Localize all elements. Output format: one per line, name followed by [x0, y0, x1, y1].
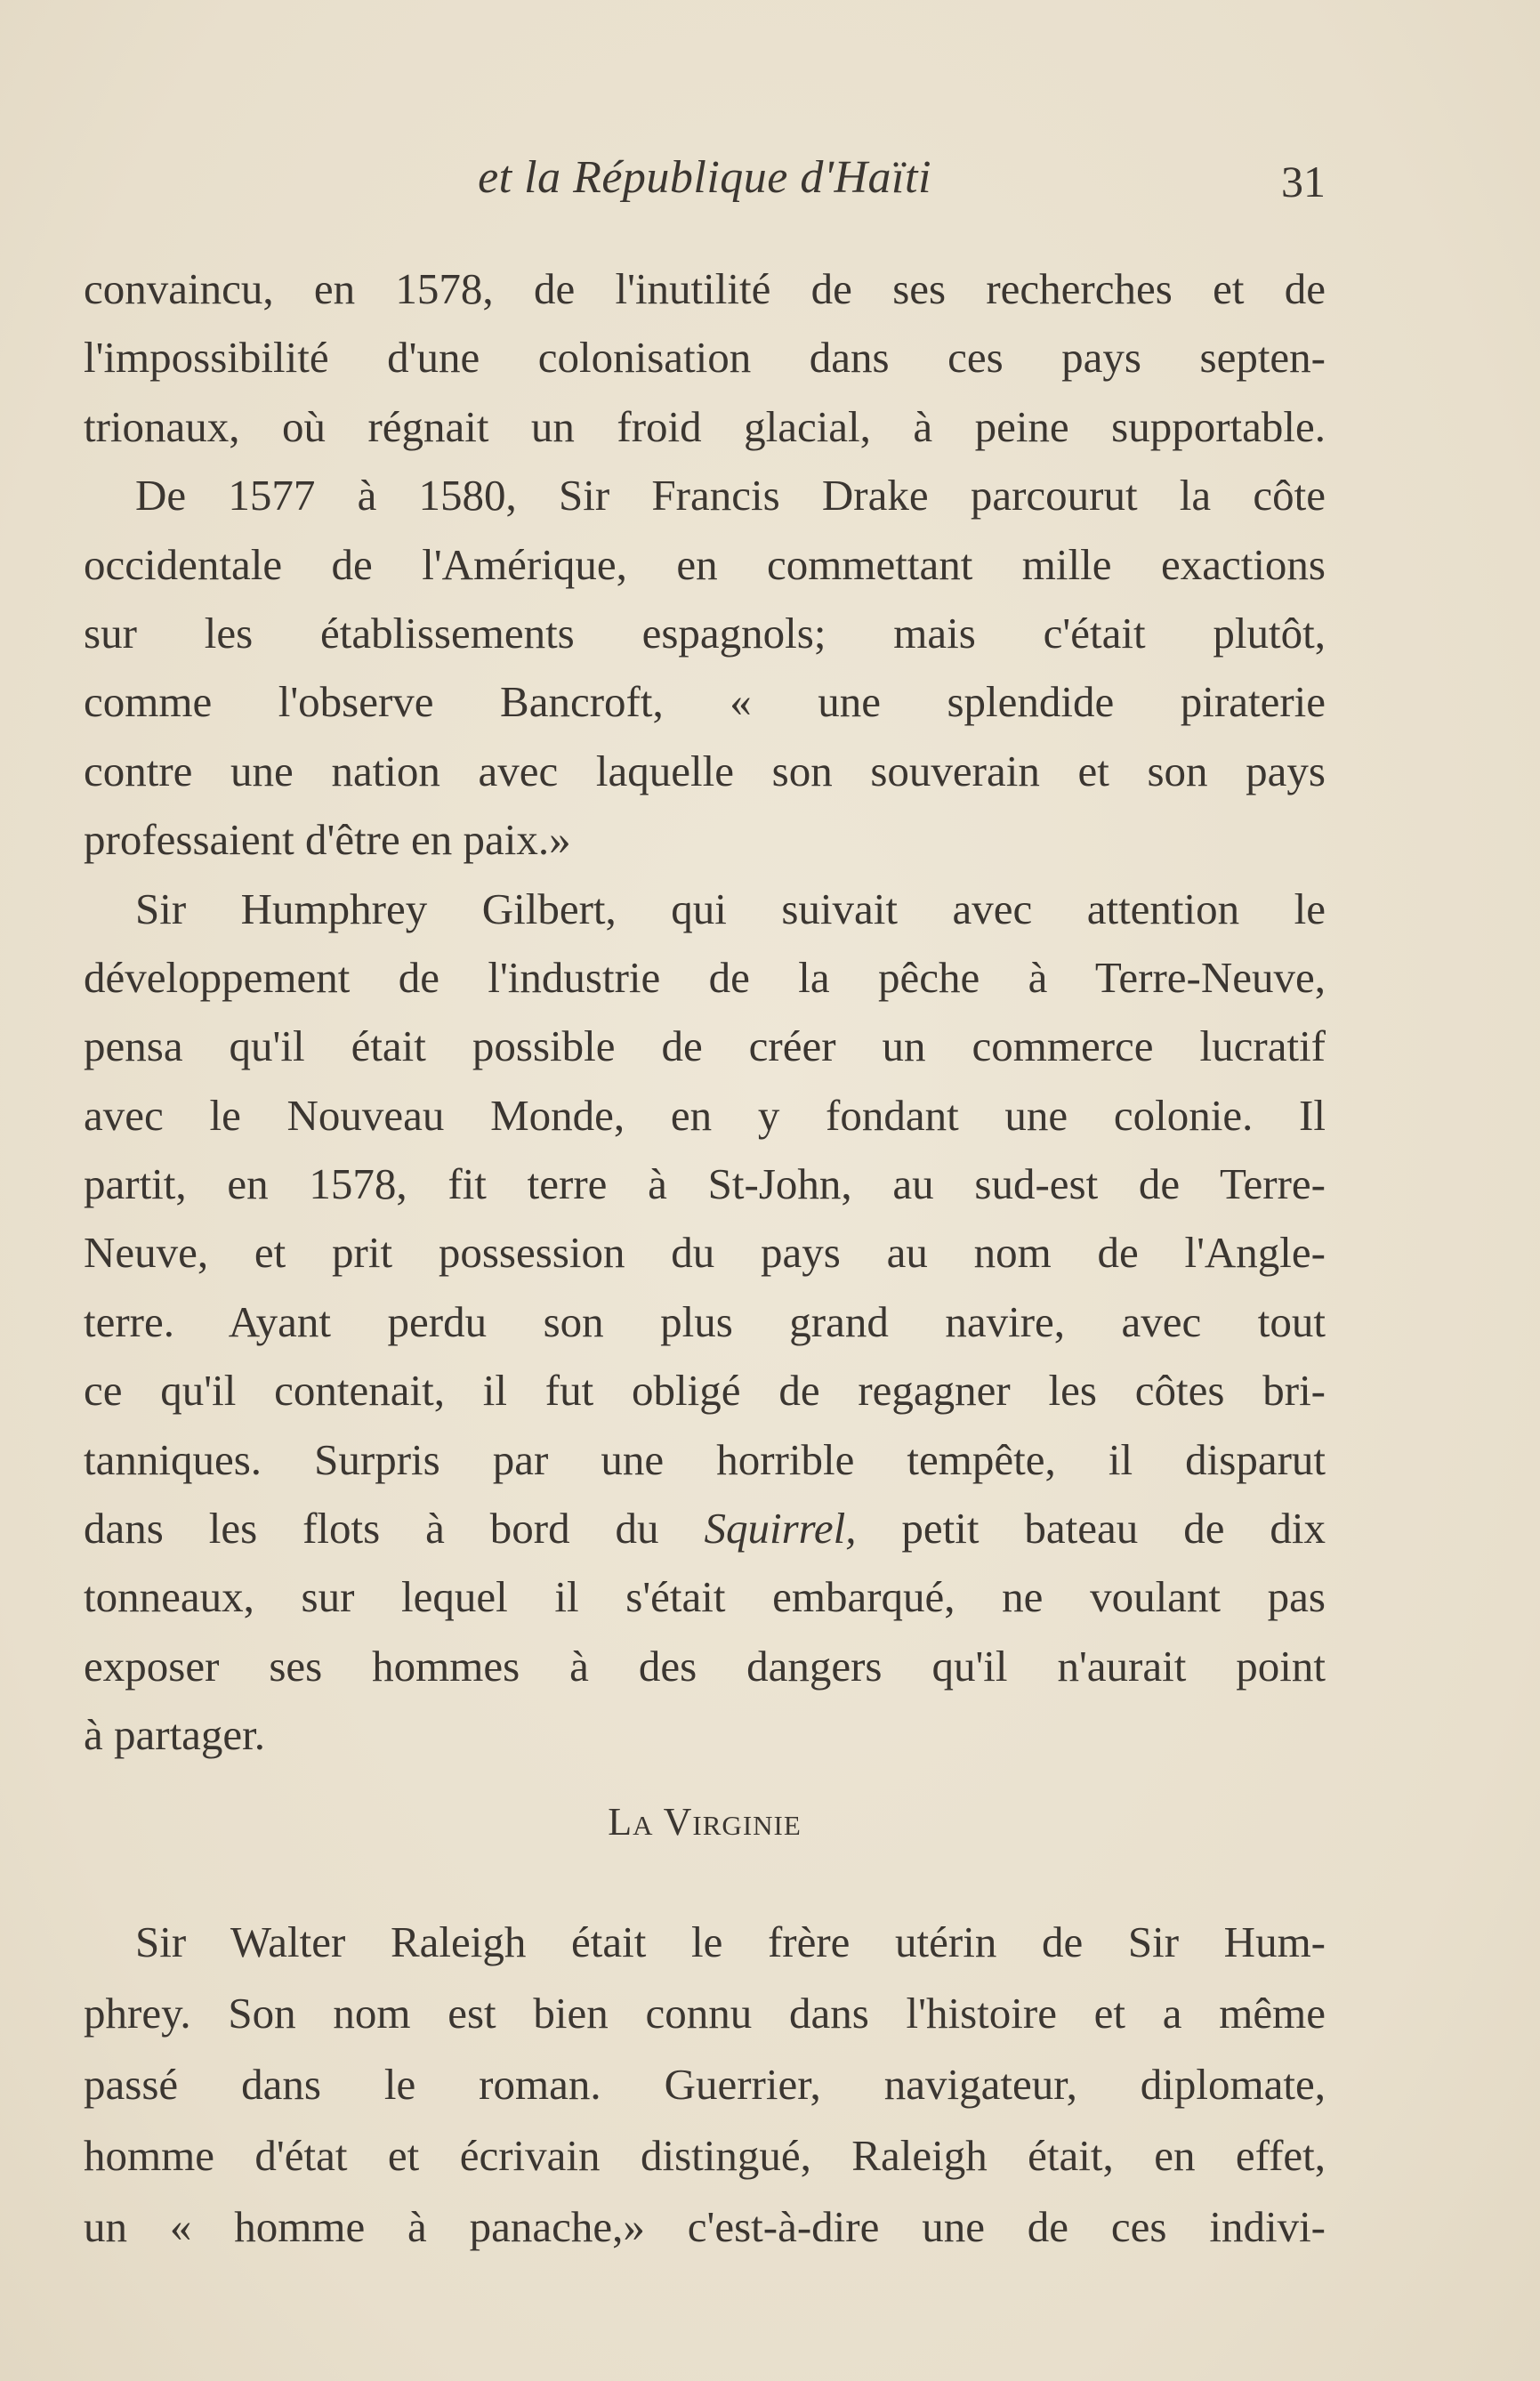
text-line: trionaux, où régnait un froid glacial, à peine supportable.	[84, 401, 1326, 451]
text-line: partit, en 1578, fit terre à St-John, au sud-est de Terre-	[84, 1159, 1326, 1209]
text-line: développement de l'industrie de la pêche à Terre-Neuve,	[84, 952, 1326, 1002]
text-line: contre une nation avec laquelle son souverain et son pays	[84, 746, 1326, 795]
text-line: dans les flots à bord du Squirrel, petit bateau de dix	[84, 1504, 1326, 1554]
text-line: l'impossibilité d'une colonisation dans ces pays septen-	[84, 333, 1326, 383]
text-line: professaient d'être en paix.»	[84, 815, 571, 865]
text-line: Sir Humphrey Gilbert, qui suivait avec attention le	[135, 884, 1326, 933]
text-line: Neuve, et prit possession du pays au nom de l'Angle-	[84, 1228, 1326, 1278]
text-line: tanniques. Surpris par une horrible tempête, il disparut	[84, 1434, 1326, 1484]
text-line: passé dans le roman. Guerrier, navigateur, diplomate,	[84, 2060, 1326, 2110]
paragraph	[84, 254, 1326, 461]
text-line: sur les établissements espagnols; mais c'était plutôt,	[84, 608, 1326, 658]
text-line: ce qu'il contenait, il fut obligé de regagner les côtes bri-	[84, 1366, 1326, 1416]
text-line: pensa qu'il était possible de créer un commerce lucratif	[84, 1021, 1326, 1071]
running-head-title: et la République d'Haïti	[478, 152, 931, 203]
page-number: 31	[1281, 157, 1326, 206]
text-line: terre. Ayant perdu son plus grand navire, avec tout	[84, 1296, 1326, 1346]
text-section-2	[84, 1907, 1326, 2263]
running-head	[84, 142, 1326, 214]
text-section-1	[84, 254, 1326, 1770]
text-line: à partager.	[84, 1710, 266, 1760]
text-line: Sir Walter Raleigh était le frère utérin de Sir Hum-	[135, 1917, 1326, 1967]
paragraph	[84, 1907, 1326, 2263]
paragraph	[84, 461, 1326, 874]
text-line: phrey. Son nom est bien connu dans l'histoire et a même	[84, 1989, 1326, 2038]
text-line: tonneaux, sur lequel il s'était embarqué, ne voulant pas	[84, 1572, 1326, 1622]
text-line: exposer ses hommes à des dangers qu'il n'aurait point	[84, 1641, 1326, 1691]
section-heading: La Virginie	[608, 1799, 802, 1844]
text-line: De 1577 à 1580, Sir Francis Drake parcourut la côte	[135, 471, 1326, 521]
text-line: avec le Nouveau Monde, en y fondant une colonie. Il	[84, 1090, 1326, 1140]
text-line: homme d'état et écrivain distingué, Raleigh était, en effet,	[84, 2131, 1326, 2181]
paragraph	[84, 875, 1326, 1770]
text-line: occidentale de l'Amérique, en commettant mille exactions	[84, 539, 1326, 589]
page-body	[84, 254, 1326, 2263]
text-line: convaincu, en 1578, de l'inutilité de ses recherches et de	[84, 264, 1326, 313]
ship-name: Squirrel,	[704, 1504, 857, 1554]
text-line: comme l'observe Bancroft, « une splendide piraterie	[84, 677, 1326, 727]
text-line: un « homme à panache,» c'est-à-dire une de ces indivi-	[84, 2202, 1326, 2252]
